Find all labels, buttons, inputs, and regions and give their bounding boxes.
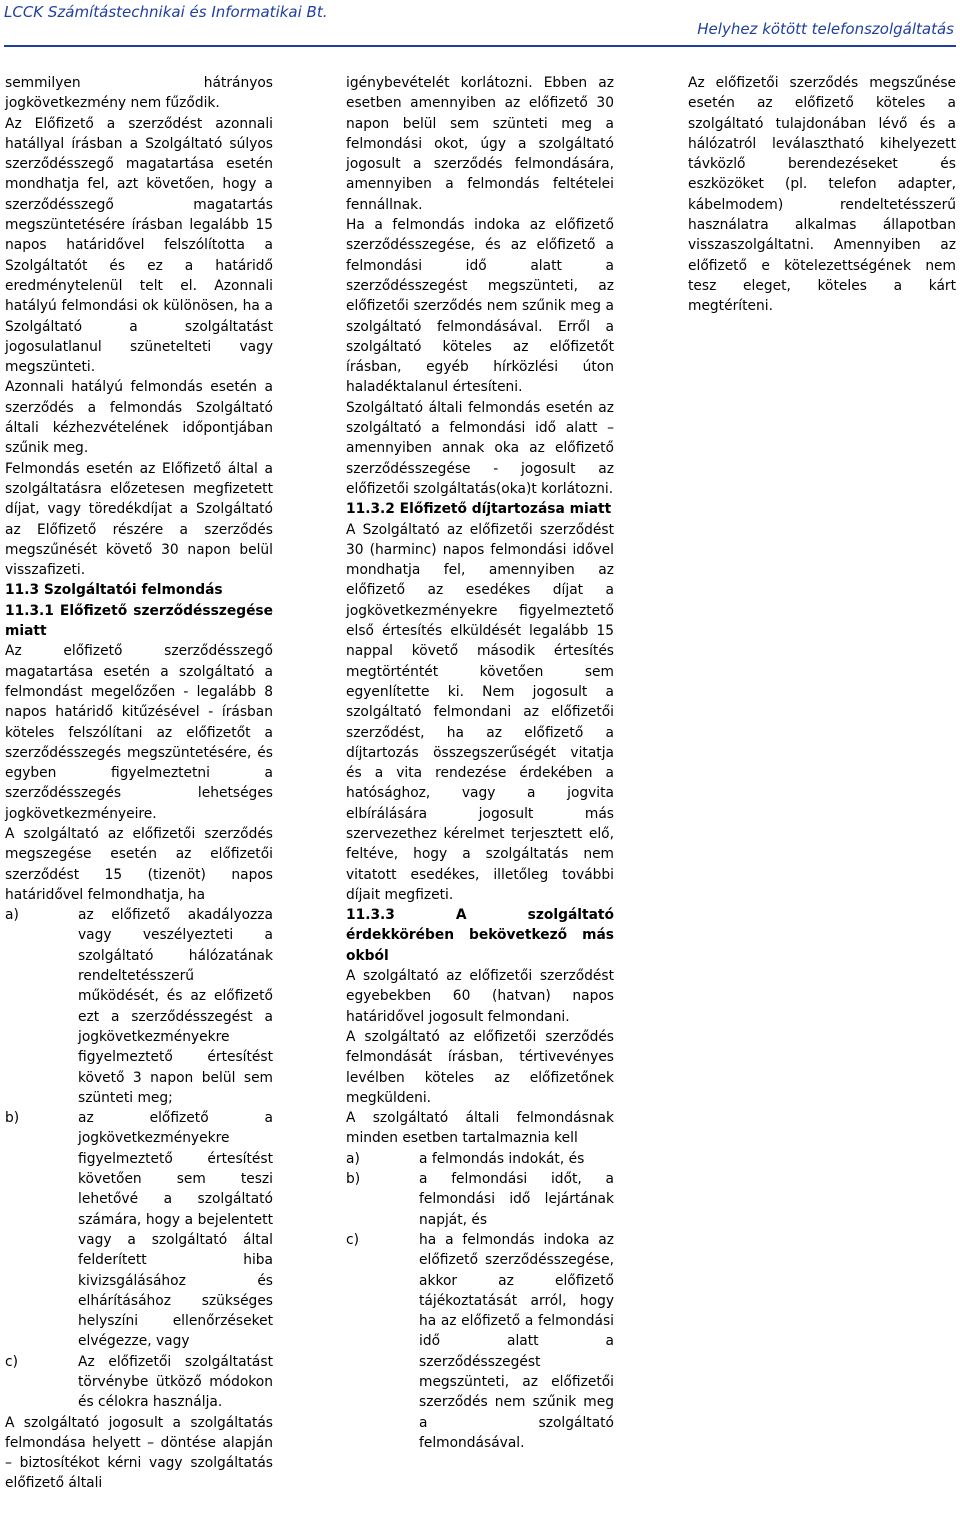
- paragraph: A szolgáltató általi felmondásnak minden esetben tartalmaznia kell: [346, 1110, 614, 1147]
- paragraph: Az előfizető szerződésszegő magatartása esetén a szolgáltató a felmondást megelőzően - legalább 8 napos határidő kitűzésével - írásban köteles felszólítani az előfizetőt a szerződésszegés megszüntetésére, és egyben figyelmeztetni a szerződésszegés lehetséges jogkövetkezményeire.: [5, 643, 273, 822]
- list-item: [5, 1352, 273, 1413]
- paragraph: Ha a felmondás indoka az előfizető szerződésszegése, és az előfizető a felmondási idő alatt a szerződésszegést megszünteti, az előfizetői szerződés nem szűnik meg a szolgáltató felmondásával. Erről a szolgáltató köteles az előfizetőt írásban, egyéb hírközlési úton haladéktalanul értesíteni.: [346, 217, 614, 396]
- list-item-text: ha a felmondás indoka az előfizető szerződésszegése, akkor az előfizető tájékoztatását arról, hogy ha az előfizető a felmondási idő alatt a szerződésszegést megszünteti, az előfizetői szerződés nem szűnik meg a szolgáltató felmondásával.: [419, 1231, 614, 1451]
- list-item-label: b): [5, 1110, 20, 1127]
- list-item-text: az előfizető akadályozza vagy veszélyezteti a szolgáltató hálózatának rendeltetésszerű működését, és az előfizető ezt a szerződésszegést a jogkövetkezményekre figyelmeztető értesítést követő 3 napon belül sem szünteti meg;: [78, 907, 273, 1106]
- header-title: Helyhez kötött telefonszolgáltatás: [697, 20, 954, 38]
- list-item-text: a felmondás indokát, és: [419, 1150, 585, 1167]
- list-item-label: c): [5, 1353, 18, 1370]
- paragraph: A szolgáltató az előfizetői szerződés felmondását írásban, tértivevényes levélben köteles az előfizetőnek megküldeni.: [346, 1028, 614, 1106]
- column-2: [346, 73, 614, 1453]
- header-company: LCCK Számítástechnikai és Informatikai Bt.: [4, 3, 328, 21]
- list-item-text: az előfizető a jogkövetkezményekre figyelmeztető értesítést követően sem teszi lehetővé a szolgáltató számára, hogy a bejelentett vagy a szolgáltató által felderített hiba kivizsgálásához és elhárításához szükséges helyszíni ellenőrzéseket elvégezze, vagy: [78, 1110, 273, 1350]
- list-item-text: Az előfizetői szolgáltatást törvénybe ütköző módokon és célokra használja.: [78, 1353, 273, 1411]
- paragraph: Szolgáltató általi felmondás esetén az szolgáltató a felmondási idő alatt – amennyiben annak oka az előfizető szerződésszegése - jogosult az előfizetői szolgáltatás(oka)t korlátozni.: [346, 399, 614, 497]
- list-item-label: c): [346, 1231, 359, 1248]
- subsection-heading: 11.3.2 Előfizető díjtartozása miatt: [346, 501, 612, 518]
- list-item: [5, 1108, 273, 1352]
- list-item: [346, 1149, 614, 1169]
- paragraph: semmilyen hátrányos jogkövetkezmény nem fűződik.: [5, 75, 273, 112]
- paragraph: A szolgáltató az előfizetői szerződést egyebekben 60 (hatvan) napos határidővel jogosult felmondani.: [346, 968, 614, 1025]
- subsection-heading: 11.3.3 A szolgáltató érdekkörében bekövetkező más okból: [346, 907, 614, 964]
- paragraph: A szolgáltató az előfizetői szerződés megszegése esetén az előfizetői szerződést 15 (tizenöt) napos határidővel felmondhatja, ha: [5, 825, 273, 903]
- list-item: [346, 1169, 614, 1230]
- list-item-label: b): [346, 1171, 361, 1188]
- list-item-label: a): [5, 907, 19, 924]
- column-1: [5, 73, 273, 1494]
- paragraph: A szolgáltató jogosult a szolgáltatás felmondása helyett – döntése alapján – biztosítékot kérni vagy szolgáltatás előfizető általi: [5, 1414, 273, 1492]
- paragraph: igénybevételét korlátozni. Ebben az esetben amennyiben az előfizető 30 napon belül sem szünteti meg a felmondási okot, úgy a szolgáltató jogosult a szerződés felmondására, amennyiben a felmondás feltételei fennállnak.: [346, 75, 614, 213]
- list-item-label: a): [346, 1150, 360, 1167]
- paragraph: Felmondás esetén az Előfizető által a szolgáltatásra előzetesen megfizetett díjat, vagy töredékdíjat a Szolgáltató az Előfizető részére a szerződés megszűnését követő 30 napon belül visszafizeti.: [5, 460, 273, 579]
- paragraph: Az Előfizető a szerződést azonnali hatállyal írásban a Szolgáltató súlyos szerződésszegő magatartása esetén mondhatja fel, azt követően, hogy a szerződésszegő magatartás megszüntetésére írásban legalább 15 napos határidővel felszólította a Szolgáltatót és ez a határidő eredménytelenül telt el. Azonnali hatályú felmondási ok különösen, ha a Szolgáltató a szolgáltatást jogosulatlanul szünetelteti vagy megszünteti.: [5, 115, 273, 376]
- paragraph: Az előfizetői szerződés megszűnése esetén az előfizető köteles a szolgáltató tulajdonában lévő és a hálózatról leválasztható kihelyezett távközlő berendezéseket és eszközöket (pl. telefon adapter, kábelmodem) rendeltetésszerű használatra alkalmas állapotban visszaszolgáltatni. Amennyiben az előfizető e kötelezettségének nem tesz eleget, köteles a kárt megtéríteni.: [688, 75, 956, 315]
- section-heading: 11.3 Szolgáltatói felmondás: [5, 582, 223, 599]
- list-item-text: a felmondási időt, a felmondási idő lejártának napját, és: [419, 1171, 614, 1228]
- list-item: [5, 905, 273, 1108]
- header-divider: [4, 45, 956, 47]
- paragraph: A Szolgáltató az előfizetői szerződést 30 (harminc) napos felmondási idővel mondhatja fel, amennyiben az előfizető az esedékes díjat a jogkövetkezményekre figyelmeztető első értesítés elküldését legalább 15 nappal követő második értesítés megtörténtét követően sem egyenlítette ki. Nem jogosult a szolgáltató felmondani az előfizetői szerződést, ha az előfizető a díjtartozás összegszerűségét vitatja és a vita rendezése érdekében a hatósághoz, vagy a jogvita elbírálására jogosult más szervezethez kérelmet terjesztett elő, feltéve, hogy a szolgáltatás nem vitatott esedékes, illetőleg további díjait megfizeti.: [346, 521, 614, 903]
- column-3: [688, 73, 956, 317]
- list-item: [346, 1230, 614, 1453]
- subsection-heading: 11.3.1 Előfizető szerződésszegése miatt: [5, 602, 273, 640]
- paragraph: Azonnali hatályú felmondás esetén a szerződés a felmondás Szolgáltató általi kézhezvételének időpontjában szűnik meg.: [5, 379, 273, 457]
